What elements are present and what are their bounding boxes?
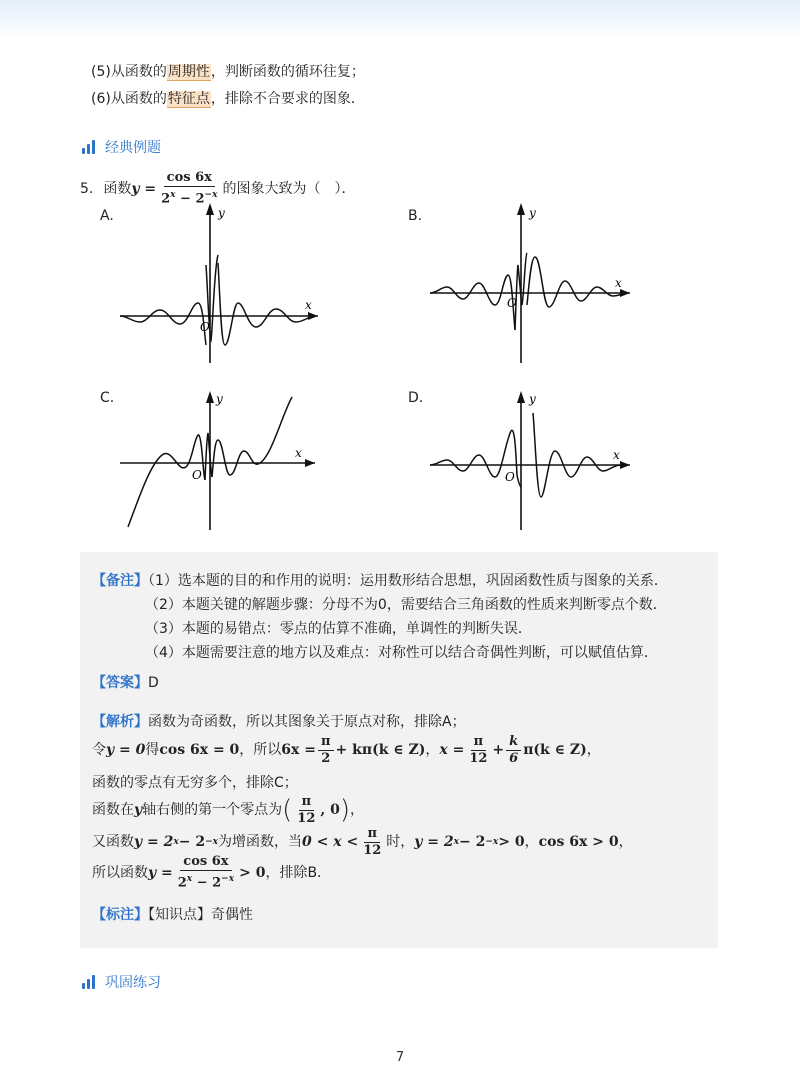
analysis-tag: 【解析】	[92, 714, 148, 730]
curve-right	[527, 257, 629, 307]
origin-label: O	[505, 470, 515, 484]
origin-label: O	[200, 320, 210, 334]
note-remarks-1: 【备注】（1）选本题的目的和作用的说明：运用数形结合思想，巩固函数性质与图象的关系．	[92, 573, 668, 589]
curve-left	[430, 430, 517, 477]
option-d-label[interactable]: D.	[408, 390, 424, 406]
y-axis-label: y	[529, 206, 536, 220]
section-examples-header	[82, 137, 161, 157]
x-axis-arrow	[620, 461, 630, 469]
analysis-line-4: 函数在 y 轴右侧的第一个零点为 ( $\frac{\pi}{12}$ , 0 ) ，	[92, 793, 365, 826]
y-axis-label: y	[218, 206, 225, 220]
graph-option-a[interactable]	[110, 195, 330, 365]
section-title: 巩固练习	[105, 975, 161, 991]
mark-tag: 【标注】	[92, 907, 148, 923]
y-axis-label: y	[529, 392, 536, 406]
page-number: 7	[395, 1050, 405, 1065]
note-remarks-3: （3）本题的易错点：零点的估算不准确，单调性的判断失误．	[145, 621, 532, 637]
curve-center	[205, 433, 212, 480]
analysis-line-6: 所以函数 y = $\frac{\cos 6x}{2^x - 2^{-x}}$ > 0 ，排除B．	[92, 854, 332, 891]
note-mark: 【标注】【知识点】奇偶性	[92, 907, 253, 923]
graph-option-d[interactable]	[425, 385, 640, 535]
note-remarks-2: （2）本题关键的解题步骤：分母不为0，需要结合三角函数的性质来判断零点个数．	[145, 597, 667, 613]
analysis-line-3: 函数的零点有无穷多个，排除C；	[92, 775, 298, 791]
header-band	[0, 0, 800, 40]
curve-right	[212, 397, 292, 477]
analysis-line-1: 【解析】函数为奇函数，所以其图象关于原点对称，排除A；	[92, 714, 466, 730]
note-answer	[92, 673, 159, 693]
x-axis-label: x	[615, 276, 622, 290]
y-axis-arrow	[206, 391, 214, 403]
highlight-feature-points: 特征点	[167, 91, 210, 107]
option-b-label[interactable]: B.	[408, 208, 423, 224]
intro-line-6: (6)从函数的特征点，排除不合要求的图象．	[91, 91, 365, 107]
curve-right	[533, 413, 621, 497]
x-axis-label: x	[305, 298, 312, 312]
x-axis-label: x	[613, 448, 620, 462]
function-fraction: $\frac{\cos 6x}{2^x - 2^{-x}}$	[161, 170, 218, 207]
graph-option-c[interactable]	[110, 385, 330, 535]
remarks-tag: 【备注】	[92, 573, 148, 589]
analysis-line-2: 令 y = 0 得 cos 6x = 0 ，所以 6x = $\frac{\pi}{2}$ + kπ(k ∈ Z) ， x = $\frac{\pi}{12}$ + $\frac{k}{6}$ π(k ∈ Z) ，	[92, 733, 601, 766]
section-title: 经典例题	[105, 140, 161, 156]
x-axis-label: x	[295, 446, 302, 460]
intro-line-5: (5)从函数的周期性，判断函数的循环往复；	[91, 64, 365, 80]
curve-left	[120, 303, 206, 345]
option-a-label[interactable]: A.	[100, 208, 114, 224]
answer-value: D	[148, 675, 159, 691]
question-stem: 5. 函数 y = $\frac{\cos 6x}{2^x - 2^{-x}}$ 的图象大致为（ ）．	[80, 170, 356, 207]
y-axis-arrow	[206, 203, 214, 215]
graph-option-b[interactable]	[425, 195, 640, 370]
y-axis-arrow	[517, 203, 525, 215]
origin-label: O	[507, 296, 517, 310]
bar-chart-icon	[82, 975, 95, 989]
y-axis-label: y	[216, 392, 223, 406]
analysis-line-5: 又函数 y = 2 x − 2 −x 为增函数，当 0 < x < $\frac{\pi}{12}$ 时， y = 2 x − 2 −x > 0 ， cos 6x > 0 ，	[92, 825, 633, 858]
answer-tag: 【答案】	[92, 675, 148, 691]
x-axis-arrow	[305, 459, 315, 467]
section-practice-header	[82, 972, 161, 992]
question-number: 5.	[80, 180, 94, 197]
highlight-periodicity: 周期性	[167, 64, 210, 80]
bar-chart-icon	[82, 140, 95, 154]
origin-label: O	[192, 468, 202, 482]
curve-left	[430, 275, 515, 330]
y-axis-arrow	[517, 391, 525, 403]
option-c-label[interactable]: C.	[100, 390, 115, 406]
curve-right	[218, 263, 316, 345]
note-remarks-4: （4）本题需要注意的地方以及难点：对称性可以结合奇偶性判断，可以赋值估算．	[145, 645, 658, 661]
